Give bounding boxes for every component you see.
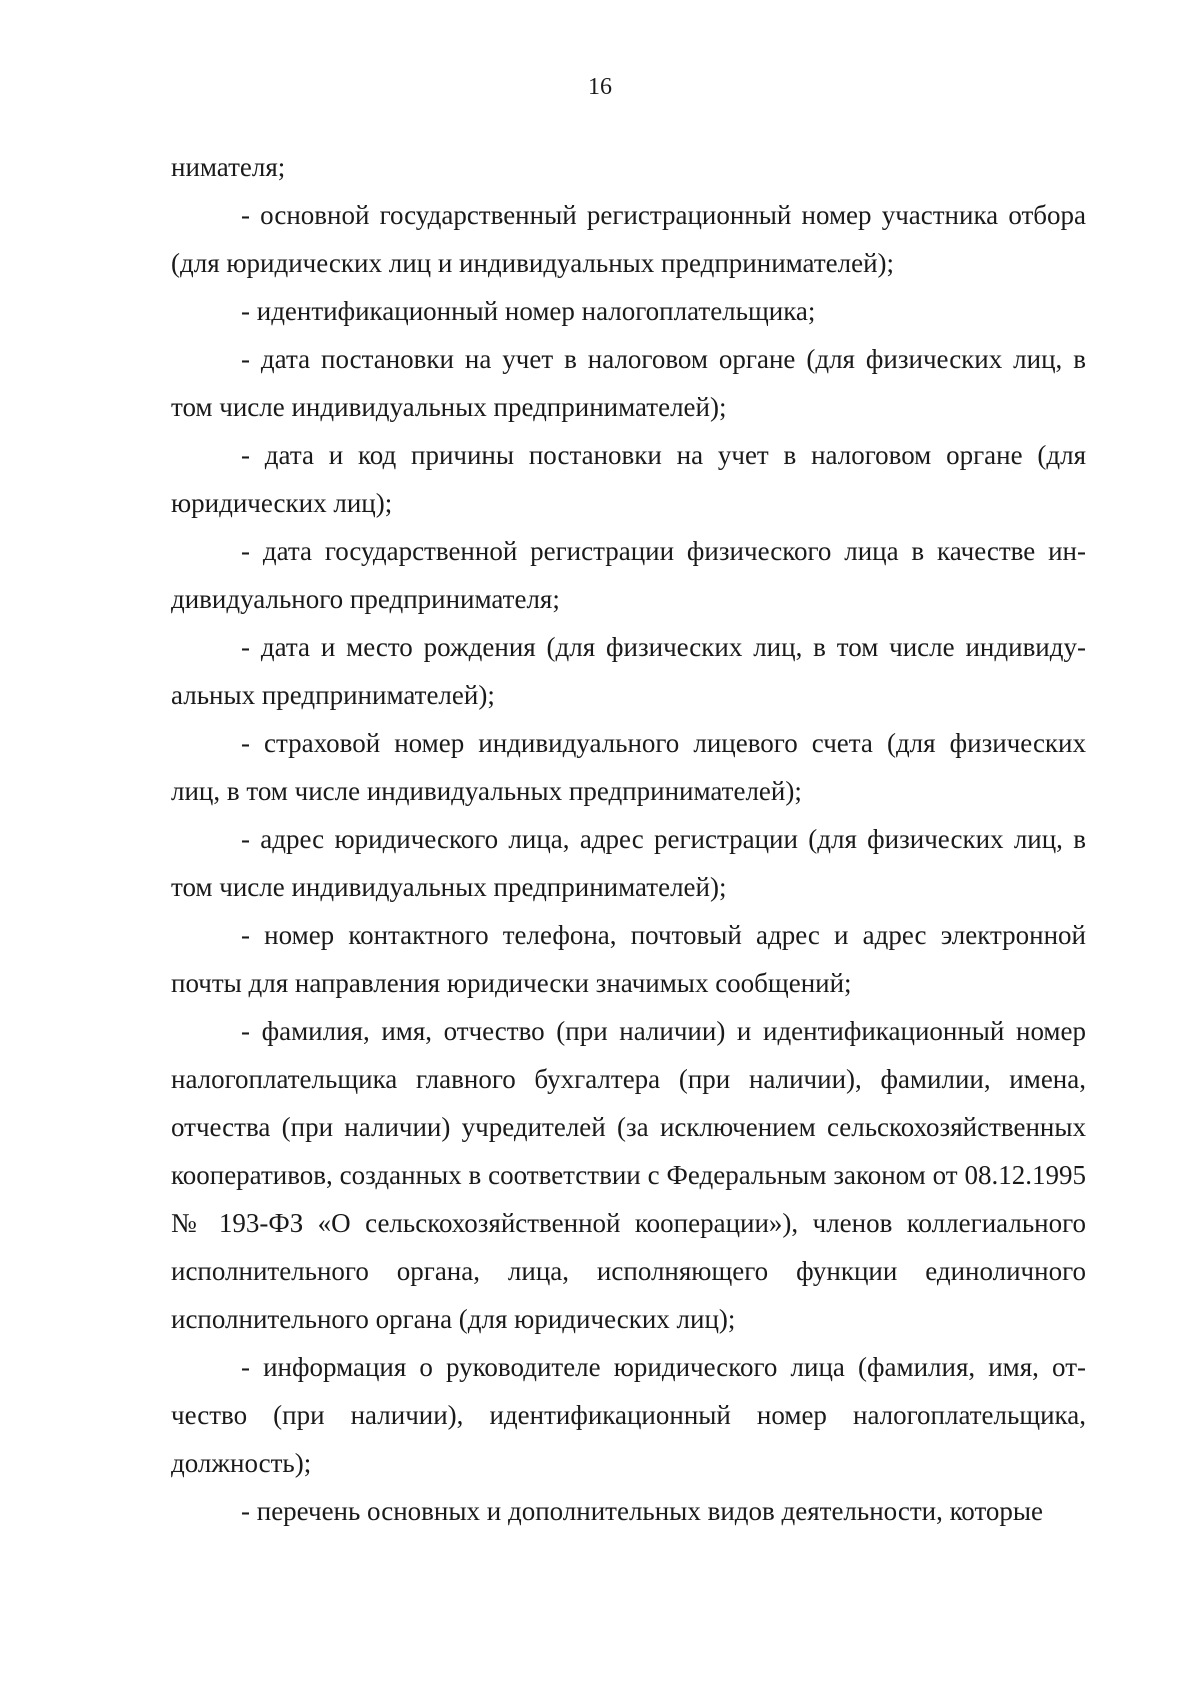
list-item-address: - адрес юридического лица, адрес регистрации (для физических лиц, в том числе индивидуальных предпринимателей); [171, 824, 1086, 902]
page-number: 16 [588, 74, 612, 100]
list-item-ogrn: - основной государственный регистрационный номер участника отбора (для юридических лиц и индивидуальных предпринимателей); [171, 200, 1086, 278]
body-text [171, 143, 1086, 1535]
list-item-tax-registration-date: - дата постановки на учет в налоговом органе (для физических лиц, в том числе индивидуальных предпринимателей); [171, 344, 1086, 422]
list-item-snils: - страховой номер индивидуального лицевого счета (для физических лиц, в том числе индивидуальных предпринимателей); [171, 728, 1086, 806]
list-item-director: - информация о руководителе юридического лица (фамилия, имя, отчество (при наличии), идентификационный номер налогоплательщика, должность); [171, 1352, 1086, 1478]
list-item-inn: - идентификационный номер налогоплательщика; [241, 296, 816, 326]
list-item-entrepreneur-registration: - дата государственной регистрации физического лица в качестве индивидуального предпринимателя; [171, 536, 1086, 614]
paragraph-continuation: нимателя; [171, 152, 286, 182]
list-item-activities: - перечень основных и дополнительных видов деятельности, которые [241, 1496, 1044, 1526]
list-item-kpp: - дата и код причины постановки на учет в налоговом органе (для юридических лиц); [171, 440, 1086, 518]
list-item-officers: - фамилия, имя, отчество (при наличии) и идентификационный номер налогоплательщика главного бухгалтера (при наличии), фамилии, имена, отчества (при наличии) учредителей (за исключением сельскохозяйственных кооперативов, созданных в соответствии с Федеральным законом от 08.12.1995 № 193-ФЗ «О сельскохозяйственной кооперации»), членов коллегиального исполнительного органа, лица, исполняющего функции единоличного исполнительного органа (для юридических лиц); [171, 1016, 1086, 1334]
list-item-contacts: - номер контактного телефона, почтовый адрес и адрес электронной почты для направления юридически значимых сообщений; [171, 920, 1086, 998]
list-item-birth: - дата и место рождения (для физических лиц, в том числе индивидуальных предпринимателей); [171, 632, 1086, 710]
